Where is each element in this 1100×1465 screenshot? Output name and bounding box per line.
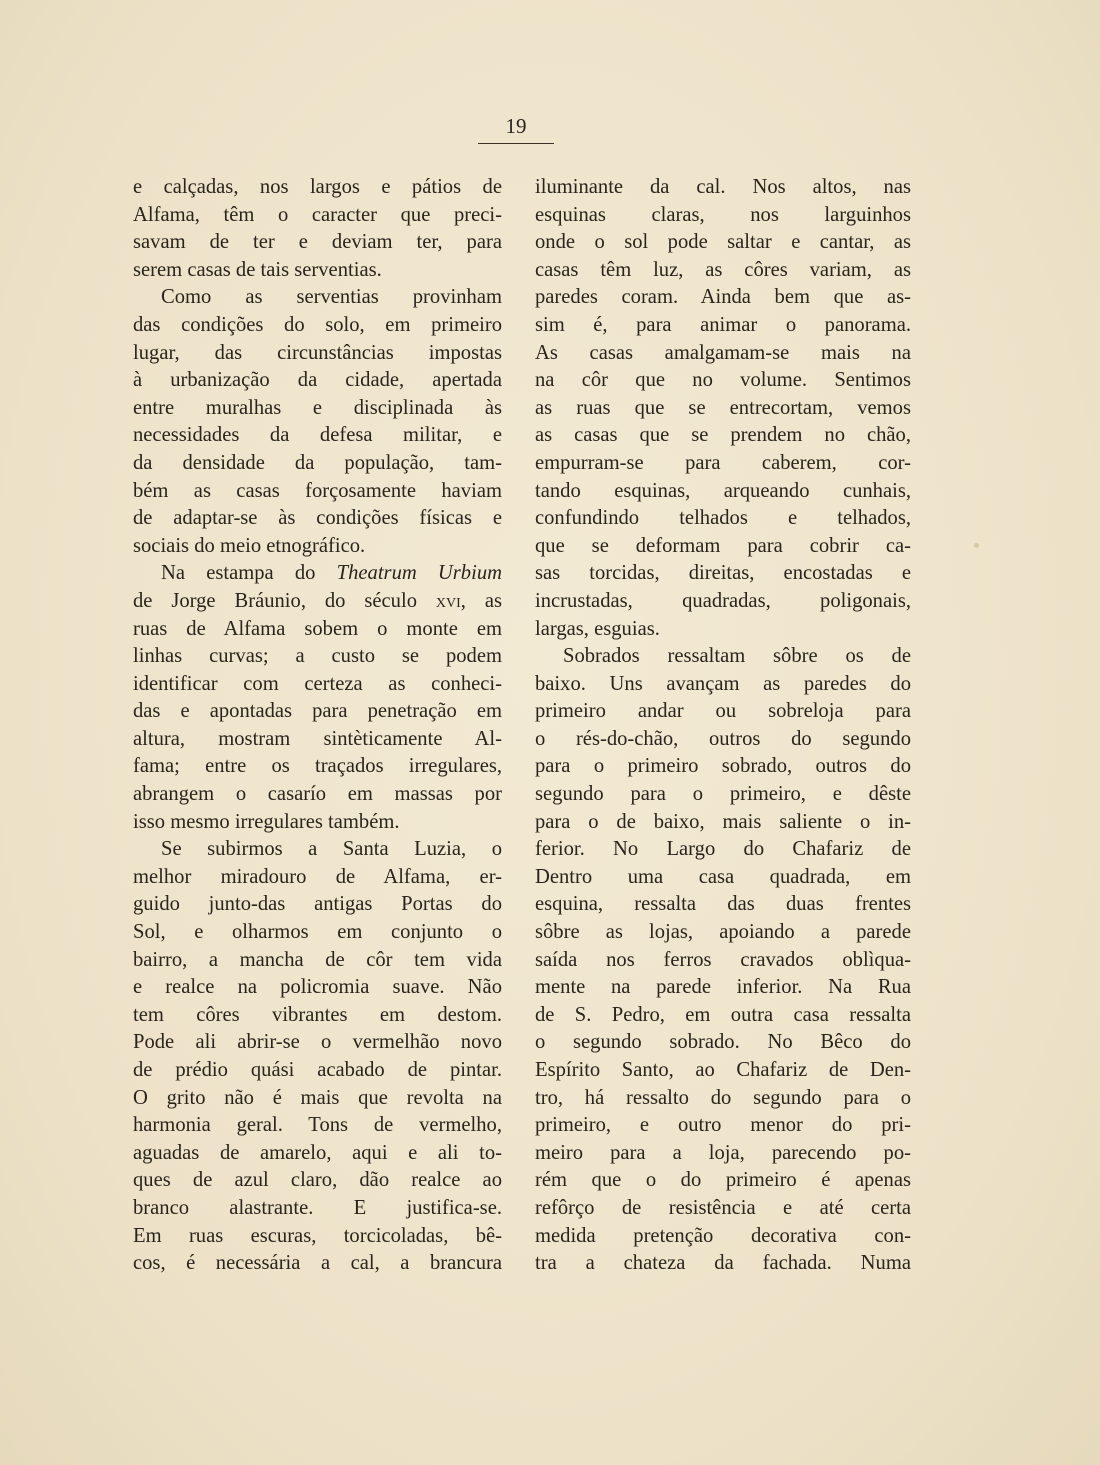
text-line: confundindo telhados e telhados, — [535, 507, 911, 530]
text-line: onde o sol pode saltar e cantar, as — [535, 231, 911, 254]
text-line: Sobrados ressaltam sôbre os de — [563, 645, 911, 668]
left-column — [133, 174, 502, 1278]
text-line: Alfama, têm o caracter que preci- — [133, 203, 502, 226]
page-number: 19 — [505, 114, 527, 138]
text-line: cos, é necessária a cal, a brancura — [133, 1252, 502, 1275]
text-line: refôrço de resistência e até certa — [535, 1196, 911, 1219]
page-number-rule — [478, 143, 554, 144]
text-line: tando esquinas, arqueando cunhais, — [535, 479, 911, 502]
text-line: ruas de Alfama sobem o monte em — [133, 617, 502, 640]
text-line: as casas que se prendem no chão, — [535, 424, 911, 447]
text-line: As casas amalgamam-se mais na — [535, 341, 911, 364]
text-line: serem casas de tais serventias. — [133, 258, 382, 281]
text-line: e realce na policromia suave. Não — [133, 976, 502, 999]
text-line: Dentro uma casa quadrada, em — [535, 865, 911, 888]
text-line: baixo. Uns avançam as paredes do — [535, 672, 911, 695]
text-line: linhas curvas; a custo se podem — [133, 645, 502, 668]
text-line: casas têm luz, as côres variam, as — [535, 258, 911, 281]
text-line: para o de baixo, mais saliente o in- — [535, 810, 911, 833]
text-line: o segundo sobrado. No Bêco do — [535, 1031, 911, 1054]
text-line: o rés-do-chão, outros do segundo — [535, 727, 911, 750]
text-line: aguadas de amarelo, aqui e ali to- — [133, 1141, 502, 1164]
text-line: tem côres vibrantes em destom. — [133, 1003, 502, 1026]
text-run: Na estampa do — [161, 562, 337, 585]
text-line: iluminante da cal. Nos altos, nas — [535, 176, 911, 198]
text-line: bairro, a mancha de côr tem vida — [133, 948, 502, 971]
text-line: incrustadas, quadradas, poligonais, — [535, 589, 911, 612]
text-line: primeiro, e outro menor do pri- — [535, 1114, 911, 1137]
text-line: esquina, ressalta das duas frentes — [535, 893, 911, 916]
text-line: empurram-se para caberem, cor- — [535, 451, 911, 474]
text-italic: Theatrum Urbium — [336, 562, 502, 585]
text-line: savam de ter e deviam ter, para — [133, 231, 502, 254]
text-line — [133, 588, 502, 616]
text-line: necessidades da defesa militar, e — [133, 424, 502, 447]
text-line: de S. Pedro, em outra casa ressalta — [535, 1003, 911, 1026]
text-line: lugar, das circunstâncias impostas — [133, 341, 502, 364]
text-line: rém que o do primeiro é apenas — [535, 1169, 911, 1192]
text-line: de adaptar-se às condições físicas e — [133, 507, 502, 530]
text-line: meiro para a loja, parecendo po- — [535, 1141, 911, 1164]
text-line: largas, esguias. — [535, 617, 660, 640]
text-line: tro, há ressalto do segundo para o — [535, 1086, 911, 1109]
text-line: altura, mostram sintèticamente Al- — [133, 727, 502, 750]
text-line: de prédio quási acabado de pintar. — [133, 1059, 502, 1081]
text-line: paredes coram. Ainda bem que as- — [535, 286, 911, 309]
text-line: harmonia geral. Tons de vermelho, — [133, 1114, 502, 1137]
text-line: saída nos ferros cravados oblìqua- — [535, 948, 911, 971]
text-line: Em ruas escuras, torcicoladas, bê- — [133, 1224, 502, 1247]
text-line: tra a chateza da fachada. Numa — [535, 1252, 911, 1275]
paper-spot — [974, 543, 979, 548]
text-line: guido junto-das antigas Portas do — [133, 893, 502, 916]
text-line: sim é, para animar o panorama. — [535, 313, 911, 336]
text-line: sôbre as lojas, apoiando a parede — [535, 921, 911, 944]
text-run: de Jorge Bráunio, do século — [133, 589, 436, 612]
text-line: na côr que no volume. Sentimos — [535, 369, 911, 392]
text-line: da densidade da população, tam- — [133, 451, 502, 474]
text-line: que se deformam para cobrir ca- — [535, 534, 911, 557]
text-line: melhor miradouro de Alfama, er- — [133, 865, 502, 888]
text-line: mente na parede inferior. Na Rua — [535, 976, 911, 999]
text-line: abrangem o casarío em massas por — [133, 783, 502, 806]
text-line: à urbanização da cidade, apertada — [133, 369, 502, 392]
text-line: segundo para o primeiro, e dêste — [535, 783, 911, 806]
text-run: , as — [460, 589, 502, 612]
text-line: isso mesmo irregulares também. — [133, 810, 400, 833]
text-line: Se subirmos a Santa Luzia, o — [161, 838, 502, 861]
text-line: Como as serventias provinham — [161, 286, 502, 309]
text-line: esquinas claras, nos larguinhos — [535, 203, 911, 226]
text-line: medida pretenção decorativa con- — [535, 1224, 911, 1247]
text-line: sociais do meio etnográfico. — [133, 534, 366, 557]
right-column — [535, 174, 911, 1278]
text-line: e calçadas, nos largos e pátios de — [133, 176, 502, 198]
text-line: Espírito Santo, ao Chafariz de Den- — [535, 1059, 911, 1081]
text-line: sas torcidas, direitas, encostadas e — [535, 562, 911, 585]
text-line: as ruas que se entrecortam, vemos — [535, 396, 911, 419]
text-line: bém as casas forçosamente haviam — [133, 479, 502, 502]
text-line: ques de azul claro, dão realce ao — [133, 1169, 502, 1192]
text-line: O grito não é mais que revolta na — [133, 1086, 502, 1109]
text-line: Sol, e olharmos em conjunto o — [133, 921, 502, 944]
text-line: entre muralhas e disciplinada às — [133, 396, 502, 419]
text-line: primeiro andar ou sobreloja para — [535, 700, 911, 723]
text-line: ferior. No Largo do Chafariz de — [535, 838, 911, 861]
text-line: identificar com certeza as conheci- — [133, 672, 502, 695]
text-line: Pode ali abrir-se o vermelhão novo — [133, 1031, 502, 1054]
text-smallcaps: xvi — [435, 589, 461, 612]
text-line: branco alastrante. E justifica-se. — [133, 1196, 502, 1219]
text-line: para o primeiro sobrado, outros do — [535, 755, 911, 778]
text-line: fama; entre os traçados irregulares, — [133, 755, 502, 778]
text-line: das condições do solo, em primeiro — [133, 313, 502, 336]
text-line — [133, 560, 502, 588]
text-line: das e apontadas para penetração em — [133, 700, 502, 723]
